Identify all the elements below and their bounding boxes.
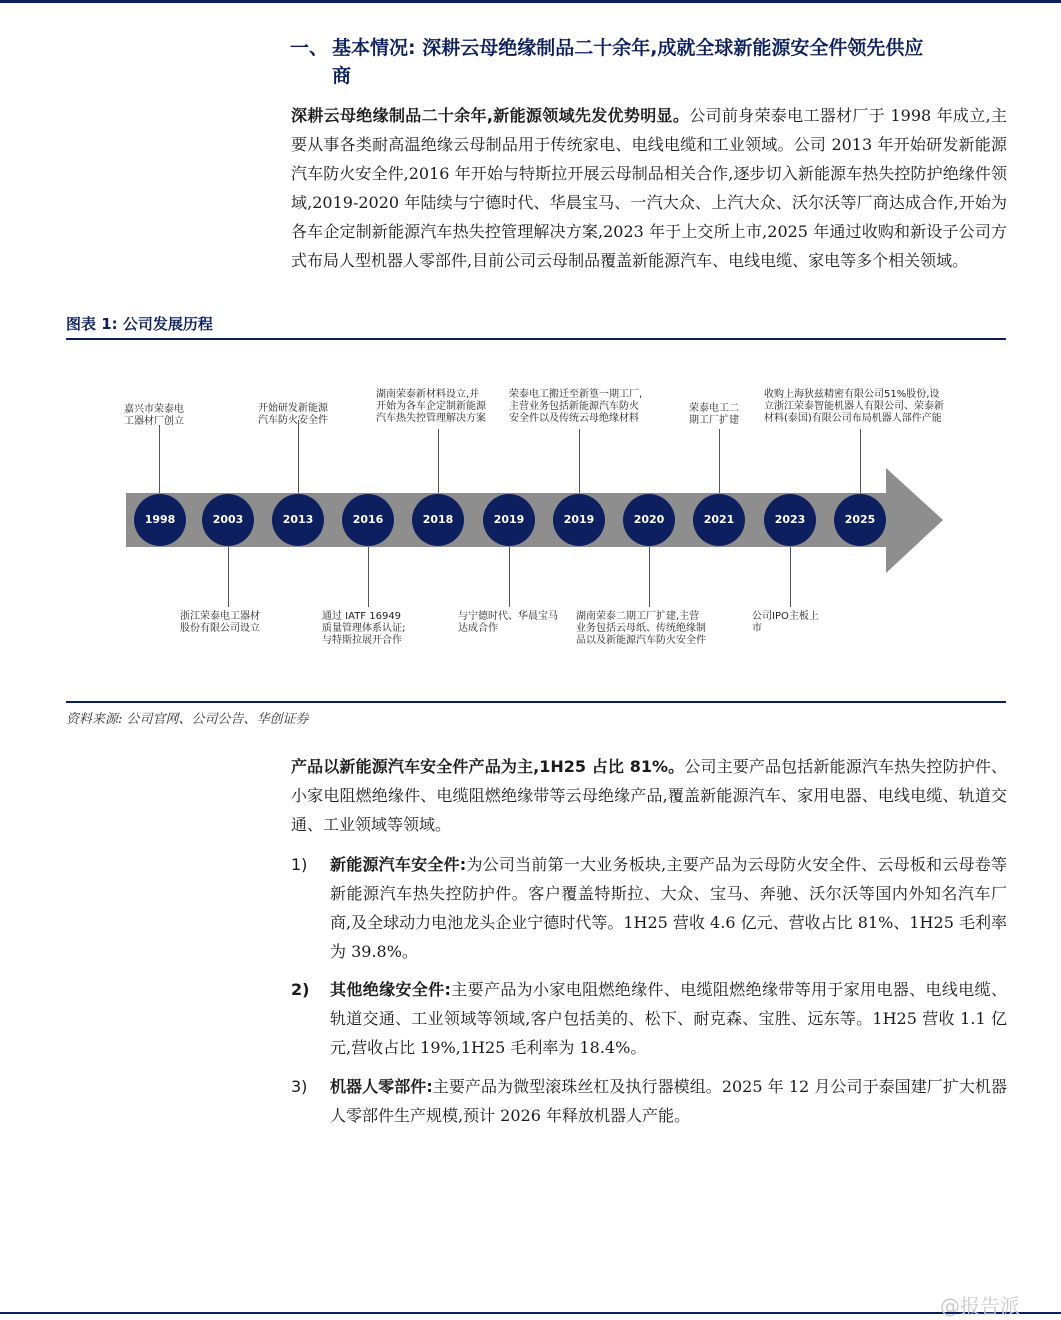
- event-2016: 通过 IATF 16949 质量管理体系认证; 与特斯拉展开合作: [322, 611, 406, 646]
- watermark: @报告派: [940, 1294, 1020, 1318]
- section-number: 一、: [290, 37, 329, 59]
- intro-text: 公司前身荣泰电工器材厂于 1998 年成立,主要从事各类耐高温绝缘云母制品用于传统家电、电线电缆和工业领域。公司 2013 年开始研发新能源汽车防火安全件,2016 年开始与特斯拉开展云母制品相关合作,逐步切入新能源车热失控防护绝缘件领域,2019-2020 年陆续与宁德时代、华晨宝马、一汽大众、上汽大众、沃尔沃等厂商达成合作,开始为各车企定制新能源汽车热失控管理解决方案,2023 年于上交所上市,2025 年通过收购和新设子公司方式布局人型机器人零部件,目前公司云母制品覆盖新能源汽车、电线电缆、家电等多个相关领域。: [291, 106, 1007, 270]
- event-2021: 荣泰电工二 期工厂扩建: [689, 403, 739, 426]
- connector-line: [649, 547, 650, 607]
- year-2021: 2021: [693, 494, 745, 546]
- section-title-line2: 商: [332, 65, 352, 87]
- connector-line: [159, 425, 160, 493]
- event-2003: 浙江荣泰电工器材 股份有限公司设立: [180, 611, 260, 634]
- event-1998: 嘉兴市荣泰电 工器材厂创立: [124, 404, 184, 427]
- year-1998: 1998: [134, 494, 186, 546]
- year-2023: 2023: [764, 494, 816, 546]
- section-heading: [290, 34, 1020, 90]
- list-text: 主要产品为微型滚珠丝杠及执行器模组。2025 年 12 月公司于泰国建厂扩大机器人零部件生产规模,预计 2026 年释放机器人产能。: [330, 1077, 1007, 1125]
- event-2023: 公司IPO主板上 市: [752, 611, 819, 634]
- year-2019a: 2019: [483, 494, 535, 546]
- year-2025: 2025: [834, 494, 886, 546]
- connector-line: [860, 429, 861, 493]
- figure-source: 资料来源: 公司官网、公司公告、华创证券: [66, 712, 309, 727]
- year-2003: 2003: [202, 494, 254, 546]
- list-head: 新能源汽车安全件:: [330, 855, 467, 874]
- list-head: 机器人零部件:: [330, 1077, 433, 1096]
- event-2019-bottom: 与宁德时代、华晨宝马 达成合作: [458, 611, 558, 634]
- products-text: 公司主要产品包括新能源汽车热失控防护件、小家电阻燃绝缘件、电缆阻燃绝缘带等云母绝缘产品,覆盖新能源汽车、家用电器、电线电缆、轨道交通、工业领域等领域。: [291, 757, 1007, 834]
- event-2019: 荣泰电工搬迁至新篁一期工厂, 主营业务包括新能源汽车防火 安全件以及传统云母绝缘材料: [509, 389, 643, 424]
- figure-bottom-rule: [66, 701, 1006, 703]
- connector-line: [509, 547, 510, 607]
- figure-top-rule: [66, 338, 1006, 340]
- event-2025: 收购上海狄兹精密有限公司51%股份,设 立浙江荣泰智能机器人有限公司、荣泰新 材料(泰国)有限公司布局机器人部件产能: [764, 389, 944, 424]
- list-item: [291, 975, 1007, 1062]
- connector-line: [438, 429, 439, 493]
- bottom-rule: [0, 1312, 1061, 1314]
- year-2013: 2013: [272, 494, 324, 546]
- connector-line: [579, 429, 580, 493]
- figure-title: 图表 1: 公司发展历程: [66, 315, 213, 333]
- section-title-line1: 基本情况: 深耕云母绝缘制品二十余年,成就全球新能源安全件领先供应: [332, 37, 924, 59]
- connector-line: [790, 547, 791, 607]
- list-number: 1): [291, 855, 308, 874]
- event-2018: 湖南荣泰新材料设立,并 开始为各车企定制新能源 汽车热失控管理解决方案: [376, 389, 486, 424]
- timeline-figure: [66, 345, 1006, 695]
- year-2020: 2020: [623, 494, 675, 546]
- list-number: 3): [291, 1077, 308, 1096]
- list-text: 主要产品为小家电阻燃绝缘件、电缆阻燃绝缘带等用于家用电器、电线电缆、轨道交通、工业领域等领域,客户包括美的、松下、耐克森、宝胜、远东等。1H25 营收 1.1 亿元,营收占比 19%,1H25 毛利率为 18.4%。: [330, 980, 1007, 1057]
- connector-line: [298, 420, 299, 493]
- intro-paragraph: [291, 101, 1007, 275]
- year-2016: 2016: [342, 494, 394, 546]
- year-2018: 2018: [412, 494, 464, 546]
- top-rule: [0, 0, 1061, 3]
- connector-line: [719, 429, 720, 493]
- list-head: 其他绝缘安全件:: [330, 980, 451, 999]
- products-lead: 产品以新能源汽车安全件产品为主,1H25 占比 81%。: [291, 757, 685, 776]
- year-2019b: 2019: [553, 494, 605, 546]
- event-2020: 湖南荣泰二期工厂扩建,主营 业务包括云母纸、传统绝缘制 品以及新能源汽车防火安全件: [576, 611, 706, 646]
- connector-line: [228, 547, 229, 607]
- intro-lead: 深耕云母绝缘制品二十余年,新能源领域先发优势明显。: [291, 106, 690, 125]
- connector-line: [368, 547, 369, 607]
- event-2013: 开始研发新能源 汽车防火安全件: [258, 403, 328, 426]
- products-paragraph: [291, 752, 1007, 839]
- list-item: [291, 1072, 1007, 1130]
- list-item: [291, 850, 1007, 966]
- list-text: 为公司当前第一大业务板块,主要产品为云母防火安全件、云母板和云母卷等新能源汽车热失控防护件。客户覆盖特斯拉、大众、宝马、奔驰、沃尔沃等国内外知名汽车厂商,及全球动力电池龙头企业宁德时代等。1H25 营收 4.6 亿元、营收占比 81%、1H25 毛利率为 39.8%。: [330, 855, 1007, 961]
- list-number: 2): [291, 980, 310, 999]
